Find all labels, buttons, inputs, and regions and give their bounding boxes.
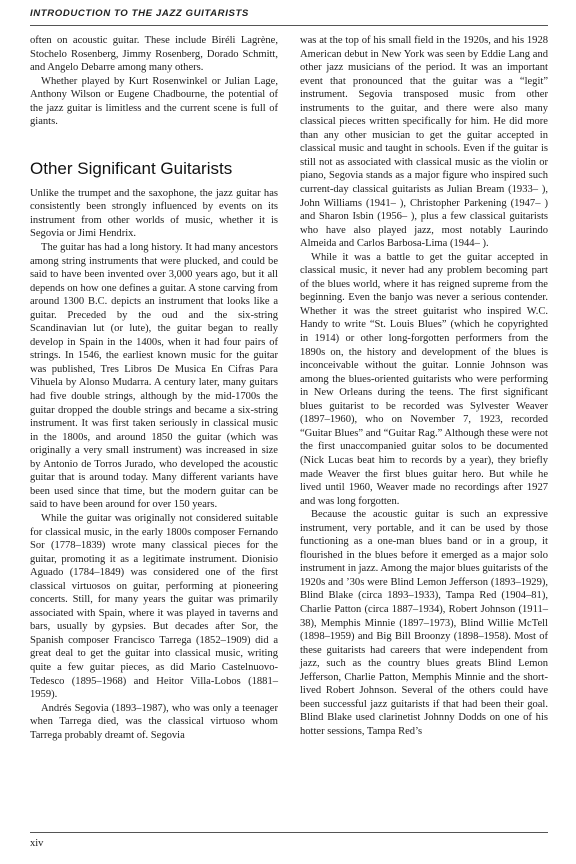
paragraph: Because the acoustic guitar is such an expressive instrument, very portable, and it can be used by those functioning as a one-man blues band or in a group, it flourished in the blues before it emerged as a major solo instrument in jazz. Among the major blues guitarists of the 1920s and ’30s were Blind Lemon Jefferson (1893–1929), Blind Blake (circa 1893–1933), Tampa Red (1904–81), Charlie Patton (circa 1887–1934), Robert Johnson (1911–38), Memphis Minnie (1897–1973), Blind Willie McTell (1898–1959) and Big Bill Broonzy (1898–1958). Most of these guitarists had careers that were independent from jazz, such as the country blues greats Blind Lemon Jefferson, Charlie Patton, Memphis Minnie and the short-lived Robert Johnson. Several of the others could have been successful jazz guitarists if that had been their goal. Blind Blake used clarinetist Johnny Dodds on one of his hotter sessions, Tampa Red’s [300,509,548,737]
book-page [30,0,548,864]
paragraph: While the guitar was originally not considered suitable for classical music, in the early 1800s composer Fernando Sor (1778–1839) wrote many classical pieces for the guitar, promoting it as a legitimate instrument. Dionisio Aguado (1784–1849) was considered one of the first classical virtuosos on guitar, performing at pioneering concerts. Still, for many years the guitar was primarily associated with Spain, where it was played in taverns and bars, usually by gypsies. But decades after Sor, the Spanish composer Francisco Tarrega (1852–1909) did a great deal to get the guitar into classical music, writing quite a few guitar pieces, as did Mario Castelnuovo-Tedesco (1895–1968) and Heitor Villa-Lobos (1881–1959). [30,512,278,701]
right-column [300,34,548,738]
header-rule [30,25,548,26]
section-heading: Other Significant Guitarists [30,158,233,178]
paragraph: often on acoustic guitar. These include Biréli Lagrène, Stochelo Rosenberg, Jimmy Rosenberg, Dorado Schmitt, and Angelo Debarre among many others. [30,35,278,74]
paragraph: Whether played by Kurt Rosenwinkel or Julian Lage, Anthony Wilson or Eugene Chadbourne, the potential of the jazz guitar is limitless and the current scene is full of giants. [30,75,278,128]
footer-rule [30,832,548,833]
left-column [30,34,278,742]
paragraph: Unlike the trumpet and the saxophone, the jazz guitar has consistently been strongly influenced by events on its instrument from other worlds of music, whether it is Segovia or Jimi Hendrix. [30,187,278,240]
paragraph: While it was a battle to get the guitar accepted in classical music, it never had any problem becoming part of the blues world, where it has reigned supreme from the beginning. Even the banjo was never a serious contender. Whether it was the street guitarist who inspired W.C. Handy to write “St. Louis Blues” (which he copyrighted in 1914) or other long-forgotten performers from the 1890s on, the history and development of the blues is inconceivable without the guitar. Lonnie Johnson was among the blues-oriented guitarists who were performing in New Orleans during the teens. The first significant blues guitarist to be recorded was Sylvester Weaver (1897–1960), who on November 7, 1923, recorded “Guitar Blues” and “Guitar Rag.” Although these were not the first unaccompanied guitar solos to be documented (Nick Lucas beat him to records by a year), they briefly made Weaver the first blues guitar hero. But while he lived until 1960, Weaver made no recordings after 1927 and was long forgotten. [300,251,548,507]
running-head: INTRODUCTION TO THE JAZZ GUITARISTS [30,8,249,19]
paragraph: The guitar has had a long history. It had many ancestors among string instruments that were plucked, and could be said to have been invented over 3,000 years ago, but it all depends on how one defines a guitar. A stone carving from around 1300 B.C. depicts an instrument that looks like a guitar. Preceded by the oud and the six-string Scandinavian lut (or lute), the guitar began to really develop in Spain in the 1400s, when it had four pairs of strings. In 1546, the earliest known music for the guitar was published, Tres Libros De Musica En Cifras Para Vihuela by Alonso Mudarra. A century later, many guitars had five double strings, although by the mid-1700s the guitar dropped the double strings and became a six-string instrument. It was first taken seriously in classical music in the 1800s, and around 1850 the guitar (which was originally a very small instrument) was increased in size by Antonio de Torros Jurado, who developed the acoustic guitar that is around today. Many different variants have been used since that time, but the modern guitar can be said to have been around for over 150 years. [30,242,278,511]
page-number: xiv [30,838,44,849]
paragraph: Andrés Segovia (1893–1987), who was only a teenager when Tarrega died, was the classical virtuoso whom Tarrega probably dreamt of. Segovia [30,702,278,741]
paragraph: was at the top of his small field in the 1920s, and his 1928 American debut in New York was seen by Eddie Lang and other jazz musicians of the period. It was an important event that pronounced that the guitar was a “legit” instrument. Segovia transposed music from other instruments to the guitar, and there were also many classical pieces written specifically for him. He did more than any other musician to get the guitar accepted in classical music and taught in schools. Even if the guitar is still not as associated with classical music as the violin or piano, Segovia stands as a major figure who inspired such current-day classical guitarists as Julian Bream (1933– ), John Williams (1941– ), Christopher Parkening (1947– ) and Sharon Isbin (1956– ), plus a few classical guitarists who have also played jazz, most notably Laurindo Almeida and Carlos Barbosa-Lima (1944– ). [300,35,548,250]
